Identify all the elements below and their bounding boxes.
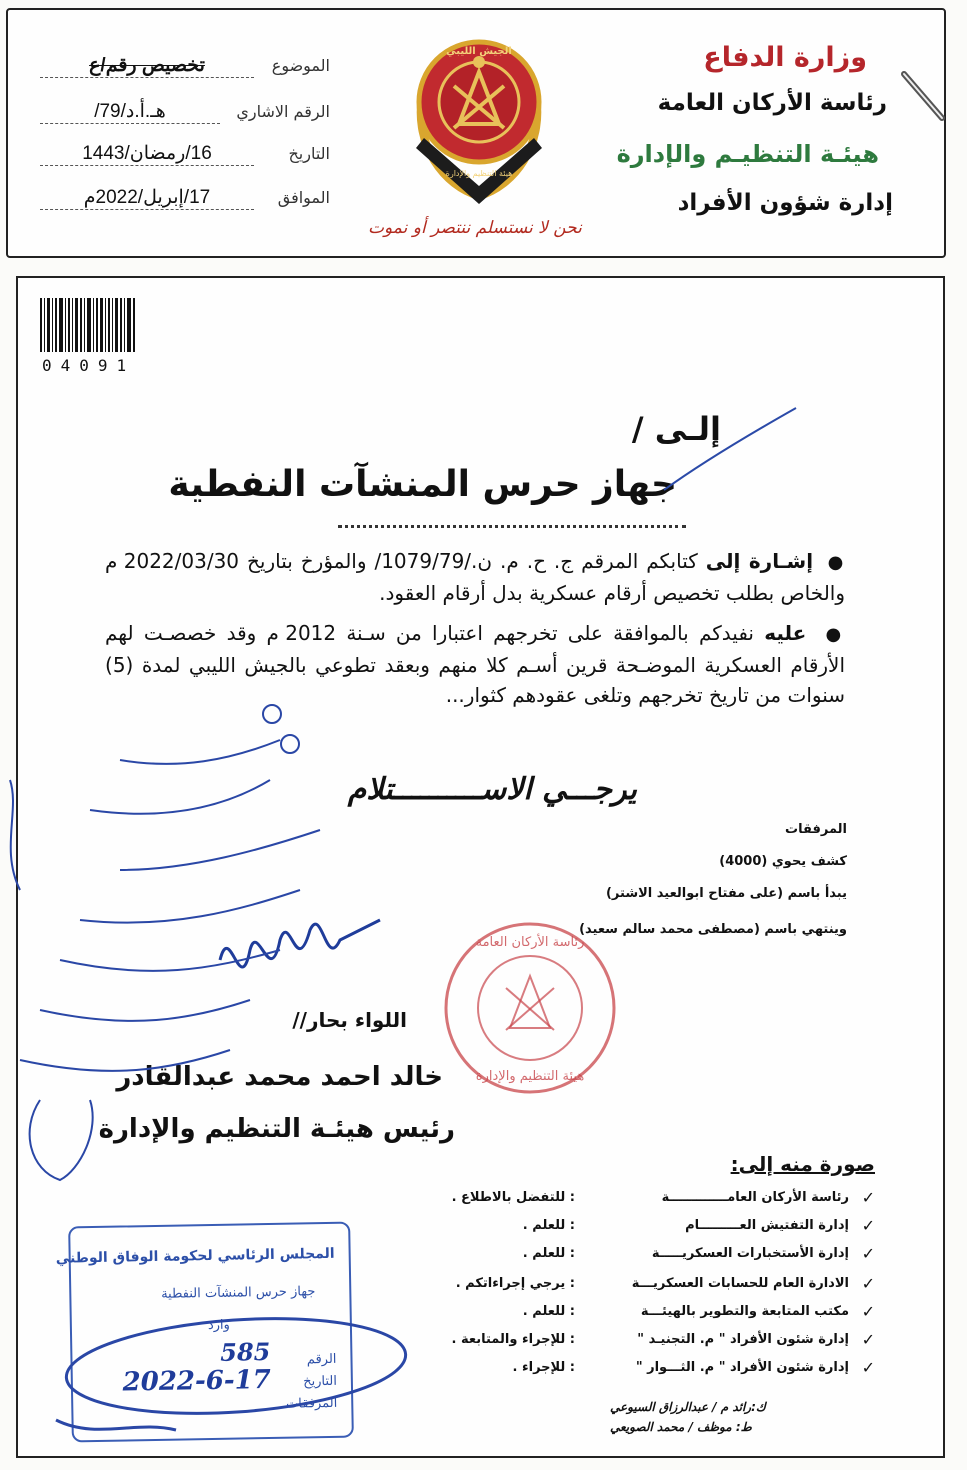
- stamp-number-value: 585: [219, 1336, 271, 1367]
- copies-title: صورة منه إلى:: [730, 1152, 875, 1176]
- stamp-date-label: التاريخ: [303, 1373, 338, 1390]
- stamp-agency: جهاز حرس المنشآت النفطية: [161, 1284, 316, 1302]
- stamp-circle-mark: [36, 1300, 436, 1450]
- official-seal: [440, 918, 620, 1098]
- check-icon: ✓: [861, 1244, 875, 1263]
- stamp-date-value: 2022-6-17: [122, 1364, 272, 1398]
- check-icon: ✓: [861, 1274, 875, 1293]
- general-staff-name: رئاسة الأركان العامة: [657, 90, 887, 116]
- attachments-last: وينتهي باسم (مصطفى محمد سالم سعيد): [579, 922, 847, 937]
- addressee-name: جهاز حرس المنشآت النفطية: [168, 464, 677, 505]
- army-emblem: [404, 26, 554, 206]
- copy-row: ✓ إدارة شئون الأفراد " م. التجنيـد " : للإجراء والمتابعة .: [451, 1330, 875, 1349]
- paragraph-decision: ● عليه نفيدكم بالموافقة على تخرجهم اعتبارا من سـنة 2012 م وقد خصصـت لهم الأرقام العسكرية الموضـحة قرين أسـم كلا منهم وبعقد تطوعي بالجيش الليبي لمدة (5) سنوات من تاريخ تخرجهم وتلغى عقودهم كثوار...: [105, 621, 846, 707]
- copy-row: ✓ مكتب المتابعة والتطوير بالهيئـــة : للعلم .: [522, 1302, 875, 1321]
- corresponding-label: الموافق: [277, 188, 330, 207]
- emblem-top-text: الجيش الليبي: [446, 46, 512, 57]
- attachments-title: المرفقات: [785, 822, 847, 837]
- barcode-number: 04091: [42, 356, 136, 375]
- stamp-council: المجلس الرئاسي لحكومة الوفاق الوطني: [55, 1245, 335, 1267]
- department-name: إدارة شؤون الأفراد: [677, 190, 893, 216]
- ministry-name: وزارة الدفاع: [703, 42, 867, 73]
- check-icon: ✓: [861, 1358, 875, 1377]
- barcode: [40, 298, 140, 352]
- please-receive: يرجـــي الاســــــــــتلام: [347, 772, 637, 807]
- corresponding-value: 17/إبريل/2022م: [40, 186, 254, 210]
- subject-row: [40, 54, 330, 82]
- copy-row: ✓ إدارة الأستخبارات العسكريـــــة : للعلم .: [522, 1244, 875, 1263]
- attachments-count: كشف يحوي (4000): [719, 854, 847, 869]
- stamp-incoming: وارد: [207, 1317, 231, 1334]
- organization-name: هيئـة التنظيـم والإدارة: [616, 140, 879, 168]
- copy-row: ✓ رئاسة الأركان العامـــــــــــــة : للتفضل بالاطلاع .: [451, 1188, 875, 1207]
- copy-row: ✓ إدارة شئون الأفراد " م. الثـــوار " : للإجراء .: [512, 1358, 875, 1377]
- footer-writer: ك:رائد م / عبدالرزاق السيوعي: [610, 1400, 766, 1414]
- check-icon: ✓: [861, 1302, 875, 1321]
- p1-text: كتابكم المرقم ج. ح. م. ن./1079/79/ والمؤرخ بتاريخ 2022/03/30 م والخاص بطلب تخصيص أرقام عسكرية بدل أرقام العقود.: [105, 549, 845, 605]
- reference-value: هـ.أ.د/79/: [40, 100, 220, 124]
- reference-label: الرقم الاشاري: [236, 102, 330, 121]
- handwritten-notes: [0, 700, 340, 1200]
- p2-keyword: عليه: [764, 621, 807, 645]
- dotted-separator: [338, 525, 686, 528]
- slogan: نحن لا نستسلم ننتصر أو نموت: [368, 218, 582, 238]
- signatory-name: خالد احمد محمد عبدالقادر: [116, 1062, 443, 1092]
- corresponding-date-row: [40, 186, 330, 214]
- reference-row: [40, 100, 330, 128]
- p1-keyword: إشـارة إلى: [705, 549, 814, 573]
- subject-label: الموضوع: [271, 56, 330, 75]
- signatory-rank: اللواء بحار//: [292, 1008, 407, 1032]
- emblem-bottom-text: هيئة التنظيم والإدارة: [445, 169, 513, 178]
- stamp-number-label: الرقم: [306, 1351, 337, 1368]
- date-row: [40, 142, 330, 170]
- pen-stroke: [660, 404, 800, 494]
- copy-row: ✓ إدارة التفتيش العـــــــــام : للعلم .: [522, 1216, 875, 1235]
- attachments-first: يبدأ باسم (على مفتاح ابوالعيد الاشتر): [605, 886, 847, 901]
- signatory-title: رئيس هيئـة التنظيم والإدارة: [98, 1114, 455, 1144]
- paragraph-reference: ● إشـارة إلى كتابكم المرقم ج. ح. م. ن./1079/79/ والمؤرخ بتاريخ 2022/03/30 م والخاص بطلب تخصيص أرقام عسكرية بدل أرقام العقود.: [105, 549, 845, 605]
- subject-value: تخصيص رقم/ع: [40, 54, 254, 78]
- p2-text: نفيدكم بالموافقة على تخرجهم اعتبارا من سـنة 2012 م وقد خصصـت لهم الأرقام العسكرية الموضـحة قرين أسـم كلا منهم وبعقد تطوعي بالجيش الليبي لمدة (5) سنوات من تاريخ تخرجهم وتلغى عقودهم كثوار...: [105, 621, 845, 707]
- copy-row: ✓ الادارة العام للحسابات العسكريـــة : يرجي إجراءاتكم .: [455, 1274, 875, 1293]
- check-icon: ✓: [861, 1188, 875, 1207]
- check-icon: ✓: [861, 1216, 875, 1235]
- date-value: 16/رمضان/1443: [40, 142, 254, 166]
- footer-typist: ط: موظف / محمد الصويعي: [610, 1420, 752, 1434]
- pen-icon: [896, 64, 952, 124]
- seal-bottom-text: هيئة التنظيم والإدارة: [475, 1069, 585, 1084]
- seal-top-text: رئاسة الأركان العامة: [475, 935, 585, 950]
- stamp-attachments-label: المرفقات: [285, 1395, 338, 1412]
- check-icon: ✓: [861, 1330, 875, 1349]
- date-label: التاريخ: [288, 144, 330, 163]
- to-label: إلـى /: [631, 410, 721, 448]
